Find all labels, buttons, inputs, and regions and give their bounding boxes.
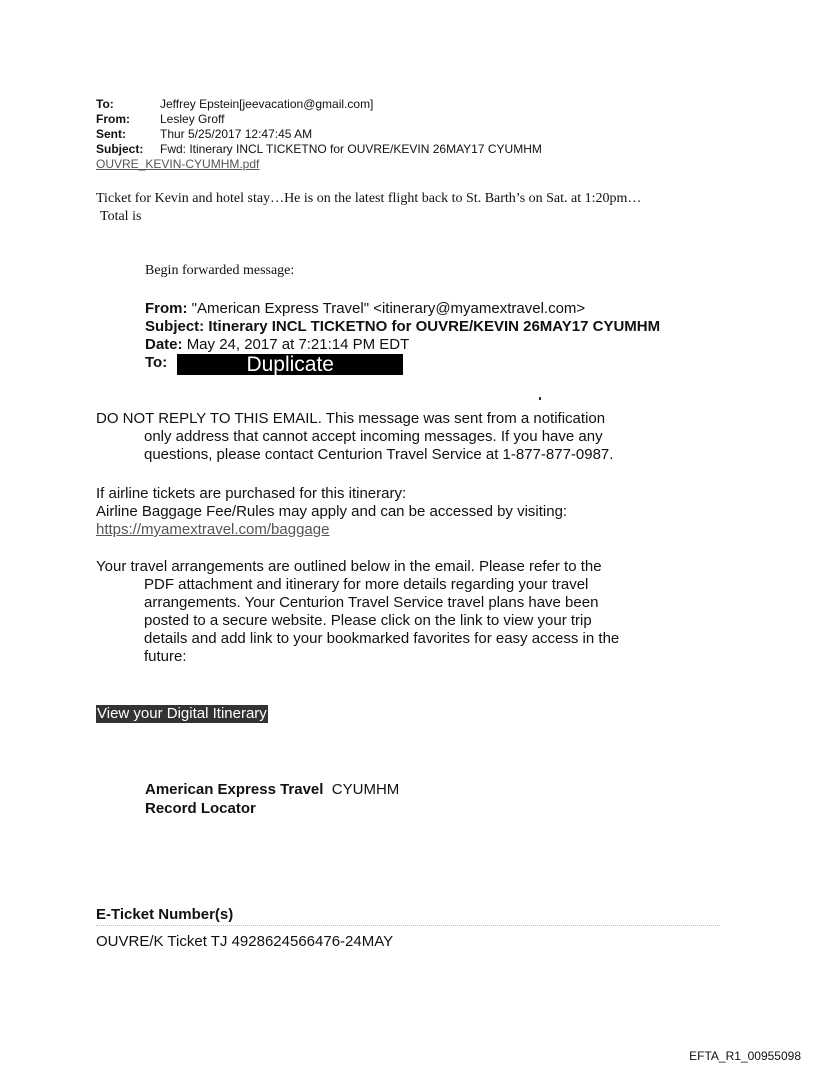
locator-row	[145, 780, 399, 799]
notice-line-2: only address that cannot accept incoming messages. If you have any	[144, 428, 603, 445]
email-header	[96, 97, 542, 172]
arrangements-line-5: details and add link to your bookmarked favorites for easy access in the	[144, 630, 620, 647]
redaction-box: Duplicate	[177, 354, 403, 375]
intro-text	[96, 190, 746, 226]
arrangements-line-4: posted to a secure website. Please click on the link to view your trip	[144, 612, 592, 629]
baggage-link[interactable]: https://myamextravel.com/baggage	[96, 521, 330, 538]
document-id: EFTA_R1_00955098	[689, 1049, 801, 1063]
baggage-paragraph	[96, 485, 696, 539]
subject-row	[96, 142, 542, 157]
arrangements-line-6: future:	[144, 648, 187, 665]
from-row	[96, 112, 542, 127]
fwd-date-row	[145, 336, 665, 354]
fwd-from-row	[145, 300, 665, 318]
fwd-from-label: From:	[145, 300, 188, 317]
baggage-line-2: Airline Baggage Fee/Rules may apply and can be accessed by visiting:	[96, 503, 568, 520]
locator-value: CYUMHM	[331, 781, 400, 798]
fwd-date-label: Date:	[145, 336, 183, 353]
forwarded-header	[145, 300, 665, 375]
attachment-link[interactable]: OUVRE_KEVIN-CYUMHM.pdf	[96, 157, 260, 171]
fwd-subject-label: Subject:	[145, 318, 205, 335]
subject-label: Subject:	[96, 142, 144, 156]
sent-value: Thur 5/25/2017 12:47:45 AM	[160, 127, 313, 141]
baggage-line-1: If airline tickets are purchased for this itinerary:	[96, 485, 407, 502]
subject-value: Fwd: Itinerary INCL TICKETNO for OUVRE/KEVIN 26MAY17 CYUMHM	[160, 142, 542, 156]
locator-label: American Express Travel	[145, 781, 324, 798]
fwd-to-row	[145, 354, 665, 375]
eticket-line: OUVRE/K Ticket TJ 4928624566476-24MAY	[96, 933, 394, 950]
record-locator-label: Record Locator	[145, 800, 256, 817]
to-row	[96, 97, 542, 112]
eticket-heading: E-Ticket Number(s)	[96, 906, 720, 926]
arrangements-paragraph	[96, 558, 696, 666]
arrangements-line-1: Your travel arrangements are outlined below in the email. Please refer to the	[96, 558, 602, 575]
fwd-date-value: May 24, 2017 at 7:21:14 PM EDT	[186, 336, 410, 353]
intro-line-1: Ticket for Kevin and hotel stay…He is on the latest flight back to St. Barth’s on Sat. at 1:20pm…	[96, 191, 642, 206]
notice-paragraph	[96, 410, 696, 464]
sent-label: Sent:	[96, 127, 126, 141]
arrangements-line-3: arrangements. Your Centurion Travel Service travel plans have been	[144, 594, 599, 611]
forwarded-heading: Begin forwarded message:	[145, 263, 295, 278]
notice-line-3: questions, please contact Centurion Travel Service at 1-877-877-0987.	[144, 446, 614, 463]
fwd-from-value: "American Express Travel" <itinerary@myamextravel.com>	[191, 300, 586, 317]
stray-mark	[539, 397, 541, 400]
fwd-subject-value: Itinerary INCL TICKETNO for OUVRE/KEVIN 26MAY17 CYUMHM	[208, 318, 661, 335]
notice-line-1: DO NOT REPLY TO THIS EMAIL. This message was sent from a notification	[96, 410, 606, 427]
to-label: To:	[96, 97, 114, 111]
fwd-subject-row	[145, 318, 665, 336]
fwd-to-label: To:	[145, 354, 168, 371]
from-label: From:	[96, 112, 130, 126]
digital-itinerary-link[interactable]: View your Digital Itinerary	[97, 705, 267, 722]
intro-line-2: Total is	[100, 209, 142, 224]
to-value: Jeffrey Epstein[jeevacation@gmail.com]	[160, 97, 374, 111]
from-value: Lesley Groff	[160, 112, 225, 126]
sent-row	[96, 127, 542, 142]
record-locator	[145, 780, 399, 818]
arrangements-line-2: PDF attachment and itinerary for more details regarding your travel	[144, 576, 589, 593]
